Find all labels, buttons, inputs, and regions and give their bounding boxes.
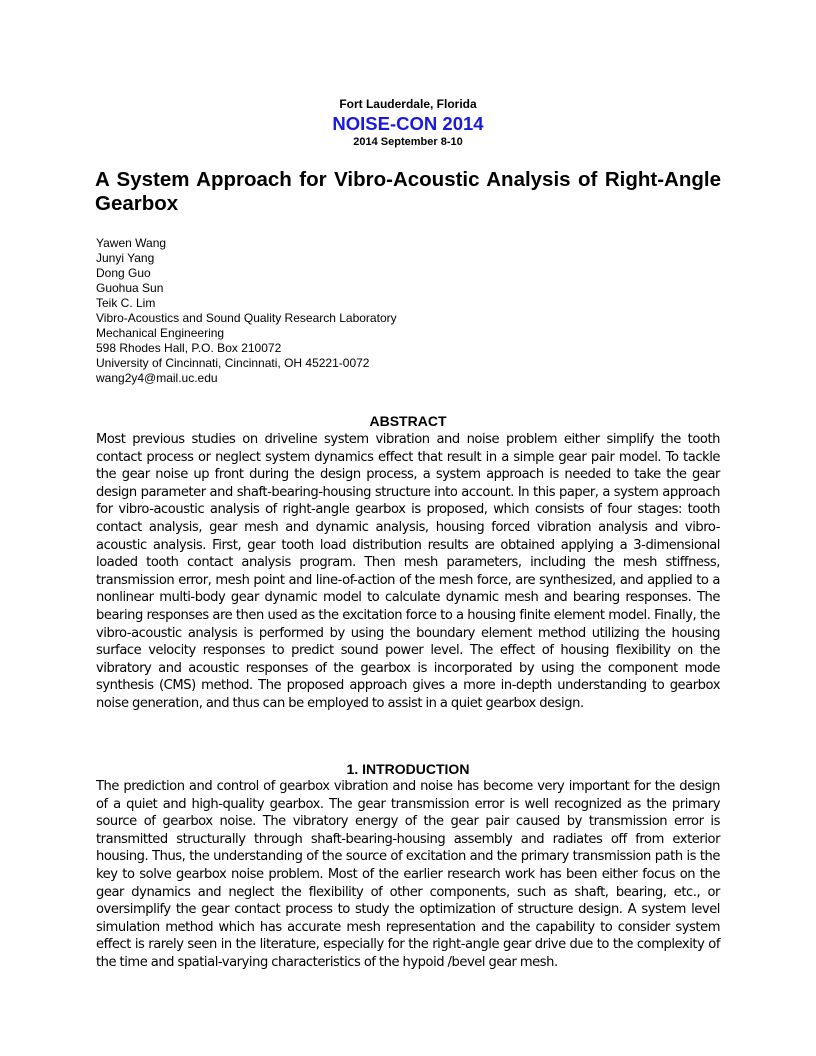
conference-location: Fort Lauderdale, Florida (339, 97, 477, 111)
author-name: Yawen Wang (96, 236, 167, 250)
paper-title: A System Approach for Vibro-Acoustic Analysis of Right-Angle Gearbox (95, 168, 721, 215)
introduction-heading: 1. INTRODUCTION (346, 761, 470, 777)
author-name: Teik C. Lim (96, 296, 156, 310)
author-name: Dong Guo (96, 266, 151, 280)
conference-date: 2014 September 8-10 (353, 136, 463, 148)
introduction-text: The prediction and control of gearbox vibration and noise has become very important for the design of a quiet and high-quality gearbox. The gear transmission error is well recognized as the primary source of gearbox noise. The vibratory energy of the gear pair caused by transmission error is transmitted structurally through shaft-bearing-housing assembly and radiates off from exterior housing. Thus, the understanding of the source of excitation and the primary transmission path is the key to solve gearbox noise problem. Most of the earlier research work has been either focus on the gear dynamics and neglect the flexibility of other components, such as shaft, bearing, etc., or oversimplify the gear contact process to study the optimization of structure design. A system level simulation method which has accurate mesh representation and the capability to consider system effect is rarely seen in the literature, especially for the right-angle gear drive due to the complexity of the time and spatial-varying characteristics of the hypoid /bevel gear mesh. (96, 779, 720, 970)
author-name: Junyi Yang (96, 251, 155, 265)
affiliation-line: University of Cincinnati, Cincinnati, OH 45221-0072 (96, 356, 370, 370)
affiliation-line: Vibro-Acoustics and Sound Quality Research Laboratory (96, 311, 397, 325)
author-name: Guohua Sun (96, 281, 164, 295)
conference-header (0, 96, 816, 149)
conference-name: NOISE-CON 2014 (332, 113, 484, 134)
affiliation-line: Mechanical Engineering (96, 326, 225, 340)
author-block (96, 236, 716, 386)
abstract-text: Most previous studies on driveline system vibration and noise problem either simplify the tooth contact process or neglect system dynamics effect that result in a simple gear pair model. To tackle the gear noise up front during the design process, a system approach is needed to take the gear design parameter and shaft-bearing-housing structure into account. In this paper, a system approach for vibro-acoustic analysis of right-angle gearbox is proposed, which consists of four stages: tooth contact analysis, gear mesh and dynamic analysis, housing forced vibration analysis and vibro-acoustic analysis. First, gear tooth load distribution results are obtained applying a 3-dimensional loaded tooth contact analysis program. Then mesh parameters, including the mesh stiffness, transmission error, mesh point and line-of-action of the mesh force, are synthesized, and applied to a nonlinear multi-body gear dynamic model to calculate dynamic mesh and bearing responses. The bearing responses are then used as the excitation force to a housing finite element model. Finally, the vibro-acoustic analysis is performed by using the boundary element method utilizing the housing surface velocity responses to predict sound power level. The effect of housing flexibility on the vibratory and acoustic responses of the gearbox is incorporated by using the component mode synthesis (CMS) method. The proposed approach gives a more in-depth understanding to gearbox noise generation, and thus can be employed to assist in a quiet gearbox design. (96, 432, 720, 711)
author-email: wang2y4@mail.uc.edu (96, 371, 218, 385)
abstract-heading: ABSTRACT (369, 413, 447, 429)
affiliation-line: 598 Rhodes Hall, P.O. Box 210072 (96, 341, 282, 355)
